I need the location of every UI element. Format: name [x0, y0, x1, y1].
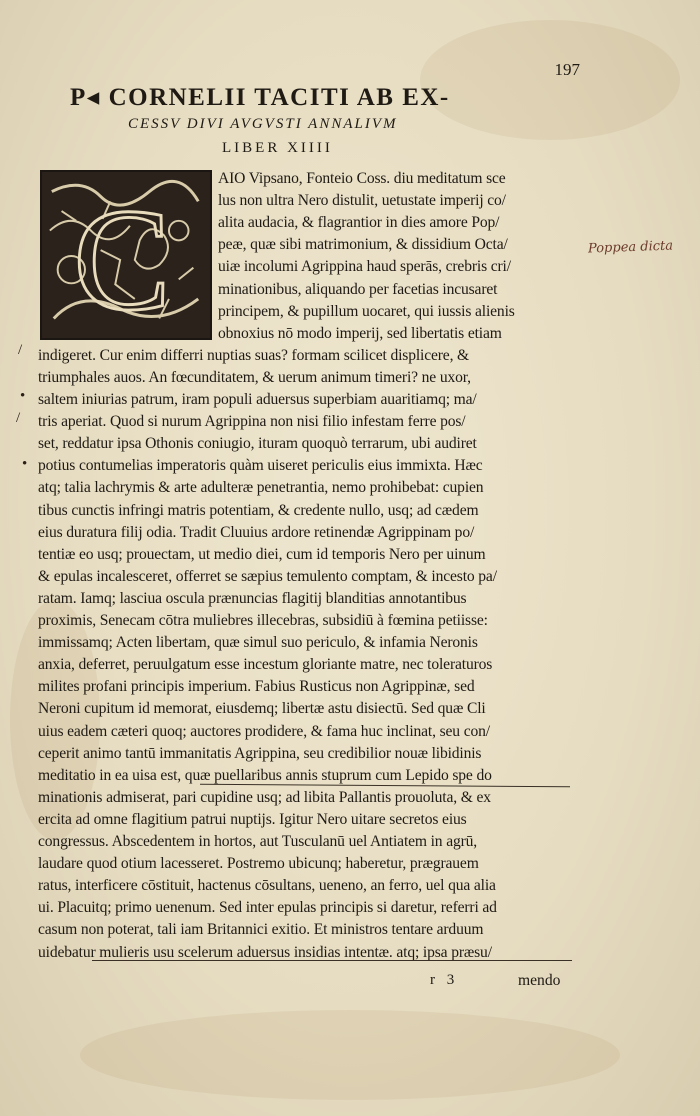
text-line: ceperit animo tantū immanitatis Agrippina, seu credibilior nouæ libidinis — [38, 744, 482, 762]
text-line: AIO Vipsano, Fonteio Coss. diu meditatum sce — [218, 170, 506, 187]
text-line: principem, & pupillum uocaret, qui iussis alienis — [218, 302, 515, 320]
book-number: LIBER XIIII — [222, 140, 333, 156]
text-line: ercita ad omne flagitium patrui nuptijs. Igitur Nero uitare secretos eius — [38, 810, 467, 828]
text-line: obnoxius nō modo imperij, sed libertatis etiam — [218, 324, 502, 342]
margin-mark: • — [20, 388, 26, 404]
paper-stain — [80, 1010, 620, 1100]
text-line: saltem iniurias patrum, iram populi aduersus superbiam auaritiamq; ma/ — [38, 391, 477, 408]
text-line: atq; talia lachrymis & arte adulteræ penetrantia, nemo prohibebat: cupien — [38, 479, 484, 497]
text-line: uidebatur mulieris usu scelerum aduersus insidias intentæ. atq; ipsa præsu/ — [38, 943, 492, 961]
book-title: P◂ CORNELII TACITI AB EX- — [70, 84, 450, 111]
text-line: uiæ incolumi Agrippina haud sperās, crebris cri/ — [218, 258, 511, 276]
text-line: alita audacia, & flagrantior in dies amore Pop/ — [218, 214, 500, 232]
text-line: laudare quod otium lacesseret. Postremo ubicunq; haberetur, prægrauem — [38, 855, 479, 873]
woodcut-illustration — [42, 172, 210, 338]
margin-mark: • — [22, 456, 28, 472]
drop-cap-letter: C — [73, 177, 171, 338]
catchword: mendo — [518, 972, 561, 989]
text-line: proximis, Senecam cōtra muliebres illecebras, subsidiū à fœmina petiisse: — [38, 612, 488, 629]
text-line: minationis admiserat, pari cupidine usq; ad libita Pallantis prouoluta, & ex — [38, 788, 491, 806]
text-line: immissamq; Acten libertam, quæ simul suo periculo, & infamia Neronis — [38, 634, 478, 652]
text-line: meditatio in ea uisa est, quæ puellaribus annis stuprum cum Lepido spe do — [38, 766, 492, 784]
text-line: peæ, quæ sibi matrimonium, & dissidium Octa/ — [218, 236, 508, 254]
decorated-initial-c — [40, 170, 212, 340]
text-line: potius contumelias imperatoris quàm uiseret periculis eius immixta. Hæc — [38, 457, 483, 475]
text-line: tibus cunctis infringi matris potentiam, & credente nullo, usq; ad cædem — [38, 501, 479, 519]
text-line: milites profani principis imperium. Fabius Rusticus non Agrippinæ, sed — [38, 678, 475, 696]
ink-underline — [92, 960, 572, 961]
text-line: lus non ultra Nero distulit, uetustate imperij co/ — [218, 192, 506, 210]
margin-mark: / — [18, 342, 23, 358]
text-line: congressus. Abscedentem in hortos, aut Tusculanū uel Antiatem in agrū, — [38, 833, 478, 850]
handwritten-margin-note: Poppea dicta — [587, 238, 674, 257]
text-line: minationibus, aliquando per facetias incusaret — [218, 280, 498, 298]
text-line: indigeret. Cur enim differri nuptias suas? formam scilicet displicere, & — [38, 346, 470, 364]
margin-mark: / — [16, 410, 21, 426]
text-line: ratus, interficere cōstituit, hactenus cōsultans, ueneno, an ferro, uel qua alia — [38, 877, 496, 895]
text-line: tentiæ eo usq; prouectam, ut medio diei, cum id temporis Nero per uinum — [38, 545, 486, 563]
text-line: eius duratura filij odia. Tradit Cluuius ardore retinendæ Agrippinam po/ — [38, 523, 475, 541]
text-line: anxia, deferret, peruulgatum esse incestum gloriante matre, nec toleraturos — [38, 656, 493, 674]
text-line: ui. Placuitq; primo uenenum. Sed inter epulas principis si daretur, referri ad — [38, 899, 497, 917]
text-line: uius eadem cæteri quoq; auctores prodidere, & fama huc inclinat, seu con/ — [38, 722, 490, 740]
text-line: tris aperiat. Quod si nurum Agrippina non nisi filio infestam ferre pos/ — [38, 413, 466, 431]
signature-mark: r 3 — [430, 972, 459, 988]
text-line: set, reddatur ipsa Othonis coniugio, ituram quoquò terrarum, ubi audiret — [38, 435, 477, 453]
page-number: 197 — [554, 60, 580, 79]
book-subtitle: CESSV DIVI AVGVSTI ANNALIVM — [128, 116, 398, 132]
text-line: casum non poterat, tali iam Britannici exitio. Et ministros tentare arduum — [38, 921, 484, 939]
text-line: & epulas incalesceret, offerret se sæpius temulento comptam, & incesto pa/ — [38, 567, 497, 585]
text-line: Neroni cupitum id memorat, eiusdemq; libertæ astu disiectū. Sed quæ Cli — [38, 700, 486, 718]
text-line: triumphales auos. An fœcunditatem, & uerum animum timeri? ne uxor, — [38, 368, 471, 386]
text-line: ratam. Iamq; lasciua oscula prænuncias flagitij blanditias annotantibus — [38, 589, 467, 607]
